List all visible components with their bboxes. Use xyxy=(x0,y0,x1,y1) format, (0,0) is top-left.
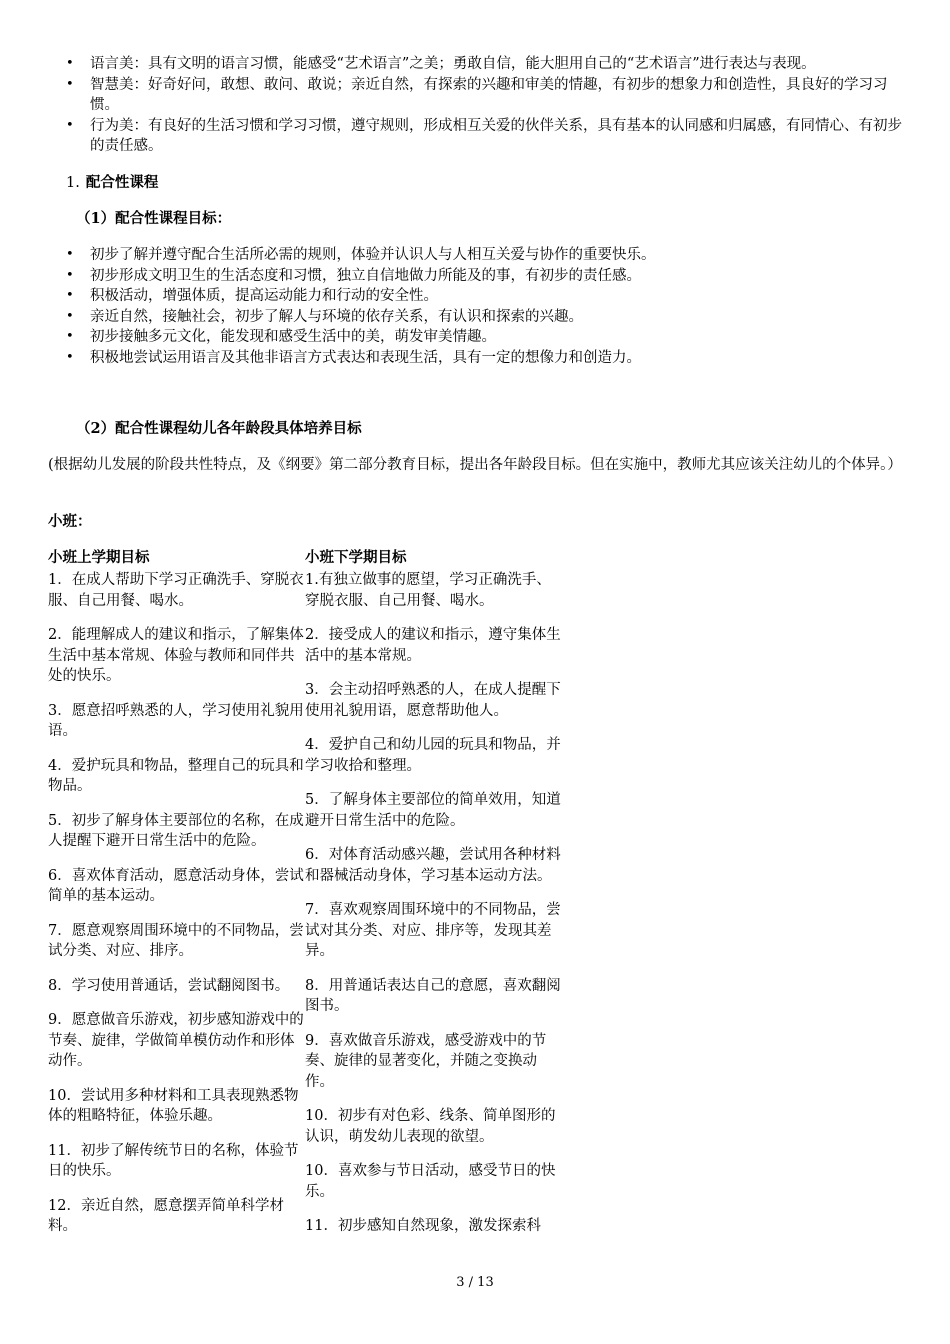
section-title: 配合性课程 xyxy=(85,174,159,191)
column-title: 小班下学期目标 xyxy=(305,549,407,566)
list-item: • 积极活动，增强体质，提高运动能力和行动的安全性。 xyxy=(66,286,916,307)
subsection-title: （2）配合性课程幼儿各年龄段具体培养目标 xyxy=(76,420,362,437)
goal-item: 3．会主动招呼熟悉的人，在成人提醒下使用礼貌用语，愿意帮助他人。 xyxy=(305,682,561,719)
goal-item: 6．喜欢体育活动，愿意活动身体，尝试简单的基本运动。 xyxy=(48,867,304,904)
goal-item: 7．愿意观察周围环境中的不同物品，尝试分类、对应、排序。 xyxy=(48,922,304,959)
goal-item: 4．爱护玩具和物品，整理自己的玩具和物品。 xyxy=(48,757,304,794)
goal-item: 9．愿意做音乐游戏，初步感知游戏中的节奏、旋律，学做简单模仿动作和形体动作。 xyxy=(48,1012,304,1069)
goal-item: 10．初步有对色彩、线条、简单图形的认识，萌发幼儿表现的欲望。 xyxy=(305,1108,556,1145)
list-item: • 初步接触多元文化，能发现和感受生活中的美，萌发审美情趣。 xyxy=(66,327,916,348)
goal-item: 7．喜欢观察周围环境中的不同物品，尝试对其分类、对应、排序等，发现其差异。 xyxy=(305,902,561,959)
class-title: 小班： xyxy=(48,513,92,530)
goal-item: 8．学习使用普通话，尝试翻阅图书。 xyxy=(48,977,290,994)
page-number: 3 / 13 xyxy=(456,1275,494,1290)
intro-bullet-list xyxy=(66,54,916,157)
list-item: • 初步了解并遵守配合生活所必需的规则，体验并认识人与人相互关爱与协作的重要快乐。 xyxy=(66,245,916,266)
column-title: 小班上学期目标 xyxy=(48,549,150,566)
goal-item: 1.有独立做事的愿望，学习正确洗手、穿脱衣服、自己用餐、喝水。 xyxy=(305,572,551,609)
goal-item: 3．愿意招呼熟悉的人，学习使用礼貌用语。 xyxy=(48,702,304,739)
goal-item: 8．用普通话表达自己的意愿，喜欢翻阅图书。 xyxy=(305,977,561,1014)
goal-item: 5．了解身体主要部位的简单效用，知道避开日常生活中的危险。 xyxy=(305,792,561,829)
goal-item: 10．尝试用多种材料和工具表现熟悉物体的粗略特征，体验乐趣。 xyxy=(48,1087,299,1124)
section-number: 1. xyxy=(66,175,80,191)
goal-item: 12．亲近自然，愿意摆弄简单科学材料。 xyxy=(48,1197,284,1234)
list-item: • 初步形成文明卫生的生活态度和习惯，独立自信地做力所能及的事，有初步的责任感。 xyxy=(66,266,916,287)
goal-bullet-list xyxy=(66,245,916,368)
goal-item: 10．喜欢参与节日活动，感受节日的快乐。 xyxy=(305,1163,556,1200)
list-item: • 积极地尝试运用语言及其他非语言方式表达和表现生活，具有一定的想像力和创造力。 xyxy=(66,348,916,369)
goal-item: 11．初步感知自然现象，激发探索科 xyxy=(305,1218,541,1234)
goal-item: 1．在成人帮助下学习正确洗手、穿脱衣服、自己用餐、喝水。 xyxy=(48,572,304,609)
subsection-title: （1）配合性课程目标： xyxy=(76,210,232,227)
right-goal-column xyxy=(305,548,561,1251)
list-item: • 亲近自然，接触社会，初步了解人与环境的依存关系，有认识和探索的兴趣。 xyxy=(66,307,916,328)
section-heading xyxy=(66,173,158,193)
goal-item: 5．初步了解身体主要部位的名称，在成人提醒下避开日常生活中的危险。 xyxy=(48,812,304,849)
list-item: • 行为美：有良好的生活习惯和学习习惯，遵守规则，形成相互关爱的伙伴关系，具有基本的认同感和归属感，有同情心、有初步的责任感。 xyxy=(66,116,916,157)
goal-item: 2．接受成人的建议和指示，遵守集体生活中的基本常规。 xyxy=(305,627,561,664)
goal-item: 6．对体育活动感兴趣，尝试用各种材料和器械活动身体，学习基本运动方法。 xyxy=(305,847,561,884)
goal-item: 2．能理解成人的建议和指示，了解集体生活中基本常规、体验与教师和同伴共处的快乐。 xyxy=(48,627,304,684)
goal-item: 9．喜欢做音乐游戏，感受游戏中的节奏、旋律的显著变化，并随之变换动作。 xyxy=(305,1032,547,1090)
list-item: • 语言美：具有文明的语言习惯，能感受“艺术语言”之美；勇敢自信，能大胆用自己的“艺术语言”进行表达与表现。 xyxy=(66,54,916,75)
goal-item: 11．初步了解传统节日的名称，体验节日的快乐。 xyxy=(48,1142,299,1179)
goal-item: 4．爱护自己和幼儿园的玩具和物品，并学习收拾和整理。 xyxy=(305,737,561,774)
note-paragraph: (根据幼儿发展的阶段共性特点，及《纲要》第二部分教育目标，提出各年龄段目标。但在实施中，教师尤其应该关注幼儿的个体异。） xyxy=(48,457,902,473)
left-goal-column xyxy=(48,548,304,1251)
list-item: • 智慧美：好奇好问，敢想、敢问、敢说；亲近自然，有探索的兴趣和审美的情趣，有初步的想象力和创造性，具良好的学习习惯。 xyxy=(66,75,916,116)
